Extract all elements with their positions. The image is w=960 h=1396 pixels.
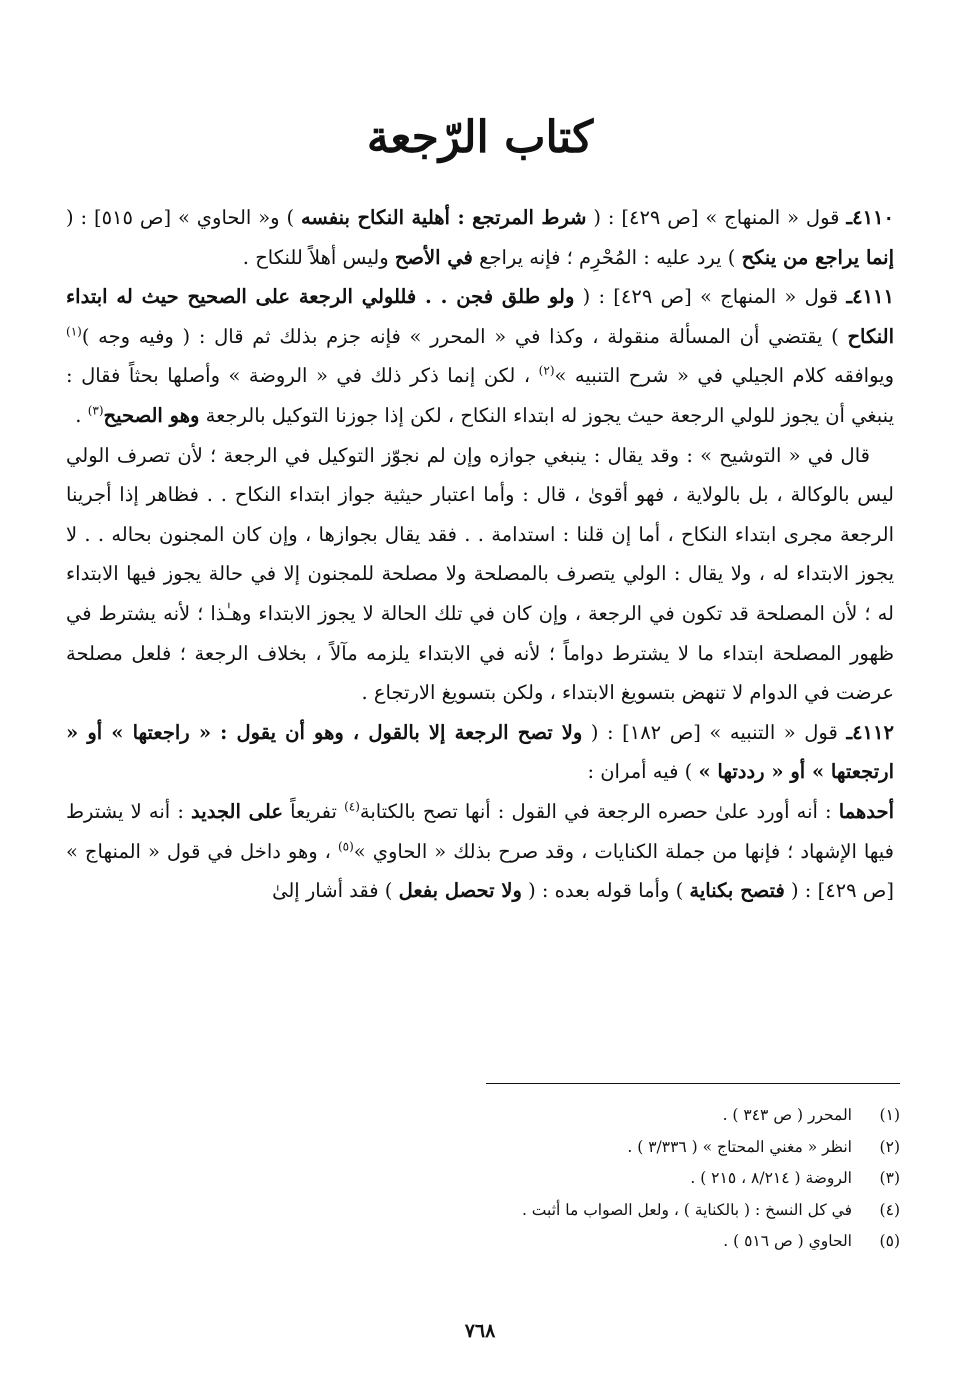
paragraph xyxy=(66,713,894,792)
footnotes xyxy=(66,1100,900,1258)
text-segment: ) وأما قوله بعده : ( xyxy=(521,879,690,903)
main-text xyxy=(66,198,894,911)
paragraph xyxy=(66,436,894,713)
footnote-item xyxy=(66,1163,900,1195)
footnote-reference: (٢) xyxy=(538,363,555,378)
paragraph xyxy=(66,792,894,911)
paragraph xyxy=(66,198,894,277)
text-segment: شرط المرتجع : أهلية النكاح بنفسه xyxy=(300,206,587,229)
text-segment: قول « التنبيه » [ص ١٨٢] : ( xyxy=(582,720,847,744)
footnote-number: (٢) xyxy=(879,1137,900,1156)
footnote-item xyxy=(66,1132,900,1164)
text-segment: : أنه لا يشترط فيها الإشهاد ؛ فإنها من جملة الكنايات ، وقد صرح بذلك « الحاوي » xyxy=(66,799,894,863)
paragraph xyxy=(66,277,894,435)
chapter-title: كتاب الرّجعة xyxy=(366,112,594,163)
footnote-item xyxy=(66,1100,900,1132)
text-segment: ) فقد أشار إلىٰ xyxy=(272,879,399,903)
text-segment: قول « المنهاج » [ص ٤٢٩] : ( xyxy=(586,206,847,229)
footnote-text: انظر « مغني المحتاج » ( ٣/٣٣٦ ) . xyxy=(627,1137,852,1156)
text-segment: : أنه أورد علىٰ حصره الرجعة في القول : أنها تصح بالكتابة xyxy=(359,799,839,823)
text-segment: تفريعاً xyxy=(282,799,345,823)
text-segment: قال في « التوشيح » : وقد يقال : ينبغي جوازه وإن لم نجوّز التوكيل في الرجعة ؛ لأن تصرف الولي ليس بالوكالة ، بل بالولاية ، فهو أقوىٰ ، قال : وأما اعتبار حيثية جواز ابتداء النكاح . . فظاهر إذا أجرينا الرجعة مجرى ابتداء النكاح ، أما إن قلنا : استدامة . . فقد يقال بجوازها ، وإن كان المجنون بحاله . . لا يجوز الابتداء له ، ولا يقال : الولي يتصرف بالمصلحة ولا مصلحة للمجنون إلا في حالة يجوز فيها الابتداء له ؛ لأن المصلحة قد تكون في الرجعة ، وإن كان في تلك الحالة لا يجوز الابتداء وهـٰذا ؛ لأنه يشترط في ظهور المصلحة ابتداء ما لا يشترط دواماً ؛ لأنه في الابتداء يلزمه مآلاً ، بخلاف الرجعة ؛ فلعل مصلحة عرضت في الدوام لا تنهض بتسويغ الابتداء ، ولكن بتسويغ الارتجاع . xyxy=(66,443,894,705)
footnote-item xyxy=(66,1226,900,1258)
footnote-text: الحاوي ( ص ٥١٦ ) . xyxy=(723,1232,852,1250)
footnote-reference: (٥) xyxy=(337,839,354,853)
text-segment: قول « المنهاج » [ص ٤٢٩] : ( xyxy=(574,285,847,309)
text-segment: فتصح بكناية xyxy=(689,879,785,903)
footnote-text: المحرر ( ص ٣٤٣ ) . xyxy=(722,1106,852,1124)
text-segment: إنما يراجع من ينكح xyxy=(741,245,894,269)
footnote-number: (٣) xyxy=(879,1169,900,1187)
text-segment: وهو الصحيح xyxy=(103,403,200,427)
text-segment: ٤١١٢ـ xyxy=(846,720,894,744)
text-segment: ٤١١١ـ xyxy=(846,285,894,309)
footnote-reference: (٤) xyxy=(344,799,360,814)
text-segment: ، لكن إنما ذكر ذلك في « الروضة » وأصلها بحثاً فقال : ينبغي أن يجوز للولي الرجعة حيث يجوز له ابتداء النكاح ، لكن إذا جوزنا التوكيل بالرجعة xyxy=(66,364,894,427)
text-segment: أحدهما xyxy=(838,799,894,823)
text-segment: . xyxy=(75,403,88,427)
footnote-number: (٤) xyxy=(879,1200,900,1219)
text-segment: ٤١١٠ـ xyxy=(846,206,894,229)
text-segment: وليس أهلاً للنكاح . xyxy=(242,245,395,269)
footnote-item xyxy=(66,1195,900,1227)
footnote-reference: (١) xyxy=(66,324,82,339)
text-segment: ويوافقه كلام الجيلي في « شرح التنبيه » xyxy=(554,364,894,388)
text-segment: ولا تحصل بفعل xyxy=(398,879,522,903)
footnote-reference: (٣) xyxy=(87,403,104,418)
text-segment: في الأصح xyxy=(394,245,473,269)
footnote-number: (١) xyxy=(879,1106,900,1124)
text-segment: ) يقتضي أن المسألة منقولة ، وكذا في « المحرر » فإنه جزم بذلك ثم قال : ( وفيه وجه ) xyxy=(81,324,848,348)
text-segment: ) يرد عليه : المُحْرِم ؛ فإنه يراجع xyxy=(472,245,742,269)
footnote-text: في كل النسخ : ( بالكناية ) ، ولعل الصواب ما أثبت . xyxy=(521,1200,852,1219)
text-segment: ) فيه أمران : xyxy=(587,760,699,784)
page-number: ٧٦٨ xyxy=(464,1320,496,1342)
footnote-text: الروضة ( ٨/٢١٤ ، ٢١٥ ) . xyxy=(690,1169,852,1187)
text-segment: ، وهو داخل في قول « المنهاج » [ص ٤٢٩] : ( xyxy=(66,839,894,903)
text-segment: على الجديد xyxy=(191,799,283,823)
footnote-number: (٥) xyxy=(879,1232,900,1250)
footnote-separator xyxy=(486,1083,900,1084)
text-segment: ولا تصح الرجعة إلا بالقول ، وهو أن يقول : « راجعتها » أو « ارتجعتها » أو « رددتها » xyxy=(66,720,894,784)
text-segment: ) و« الحاوي » [ص ٥١٥] : ( xyxy=(66,206,301,229)
text-segment: ولو طلق فجن . . فللولي الرجعة على الصحيح حيث له ابتداء النكاح xyxy=(66,285,894,348)
